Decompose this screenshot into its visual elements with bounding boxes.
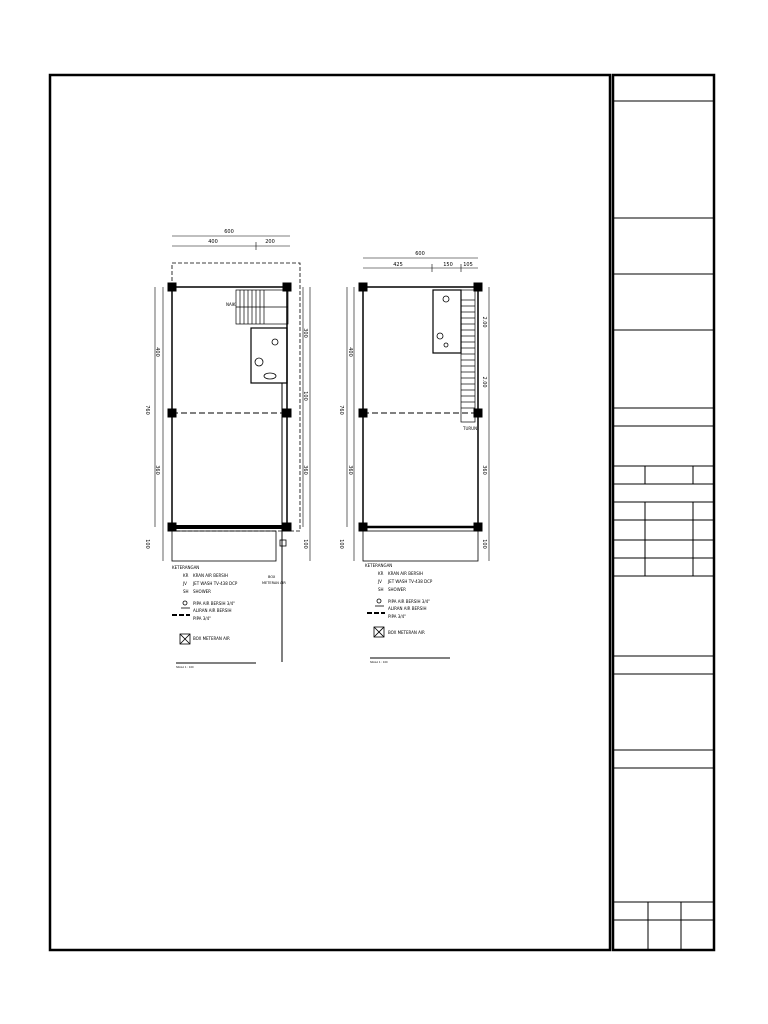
dim-right-b: 100 [302, 391, 308, 401]
dim-top-total: 600 [415, 251, 425, 257]
dim-left-upper: 400 [347, 347, 353, 357]
dim-top-c: 105 [463, 262, 473, 268]
legend-meter-box: BOX METERAN AIR [193, 636, 230, 641]
dim-top-total: 600 [224, 229, 234, 235]
legend-code-kr: KR [183, 573, 189, 578]
legend-text-jv: JET WASH TV-438 DCP [193, 581, 238, 586]
dim-left-lower: 360 [347, 465, 353, 475]
drawing-frame [50, 75, 610, 950]
dim-right-d: 100 [481, 539, 487, 549]
legend-code-sh: SH [378, 587, 384, 592]
plan-right [347, 258, 489, 658]
legend-flow: ALIRAN AIR BERSIH [193, 608, 232, 613]
dim-right-b: 2.00 [481, 376, 487, 388]
label-meteran-air: METERAN AIR [262, 581, 286, 585]
dim-right-c: 360 [302, 465, 308, 475]
legend-code-kr: KR [378, 571, 384, 576]
legend-pipe-clean: PIPA AIR BERSIH 3/4" [193, 601, 236, 606]
stair-right [461, 290, 475, 422]
legend-meter-box: BOX METERAN AIR [388, 630, 425, 635]
wall-outline-left [172, 287, 287, 527]
dim-left-lower: 360 [154, 465, 160, 475]
legend-text-sh: SHOWER [388, 587, 406, 592]
dim-top-a: 425 [393, 262, 403, 268]
dim-top-b: 150 [443, 262, 453, 268]
dim-left-bottom: 100 [338, 539, 344, 549]
dim-top-b: 200 [265, 239, 275, 245]
legend-pipe-size: PIPA 3/4" [388, 614, 407, 619]
legend-text-jv: JET WASH TV-438 DCP [388, 579, 433, 584]
dim-top-a: 400 [208, 239, 218, 245]
legend-pipe-size: PIPA 3/4" [193, 616, 212, 621]
title-block [613, 75, 714, 950]
dim-left-total: 760 [338, 405, 344, 415]
plan-left [155, 236, 310, 663]
legend-right [365, 563, 433, 637]
scale-right: SKALA 1 : 100 [370, 661, 388, 664]
scale-left: SKALA 1 : 100 [176, 666, 194, 669]
legend-text-sh: SHOWER [193, 589, 211, 594]
legend-code-sh: SH [183, 589, 189, 594]
stair-left [236, 290, 288, 324]
label-turun: TURUN [463, 426, 478, 431]
title-block-grid [613, 101, 714, 950]
meter-box-symbol [280, 540, 286, 546]
dim-left-upper: 400 [154, 347, 160, 357]
legend-pipe-clean: PIPA AIR BERSIH 3/4" [388, 599, 431, 604]
legend-flow: ALIRAN AIR BERSIH [388, 606, 427, 611]
label-naik: NAIK [226, 302, 236, 307]
label-box: BOX [268, 575, 276, 579]
legend-text-kr: KRAN AIR BERSIH [193, 573, 228, 578]
dim-right-a: 2.00 [481, 316, 487, 328]
legend-left [172, 565, 238, 644]
legend-title: KETERANGAN [172, 565, 200, 570]
bathroom-left [251, 328, 287, 383]
legend-title: KETERANGAN [365, 563, 393, 568]
dim-left-bottom: 100 [144, 539, 150, 549]
legend-code-jv: JV [183, 581, 187, 586]
legend-text-kr: KRAN AIR BERSIH [388, 571, 423, 576]
legend-code-jv: JV [378, 579, 382, 584]
dim-right-d: 100 [302, 539, 308, 549]
dim-right-c: 360 [481, 465, 487, 475]
dim-right-a: 300 [302, 328, 308, 338]
dim-left-total: 760 [144, 405, 150, 415]
